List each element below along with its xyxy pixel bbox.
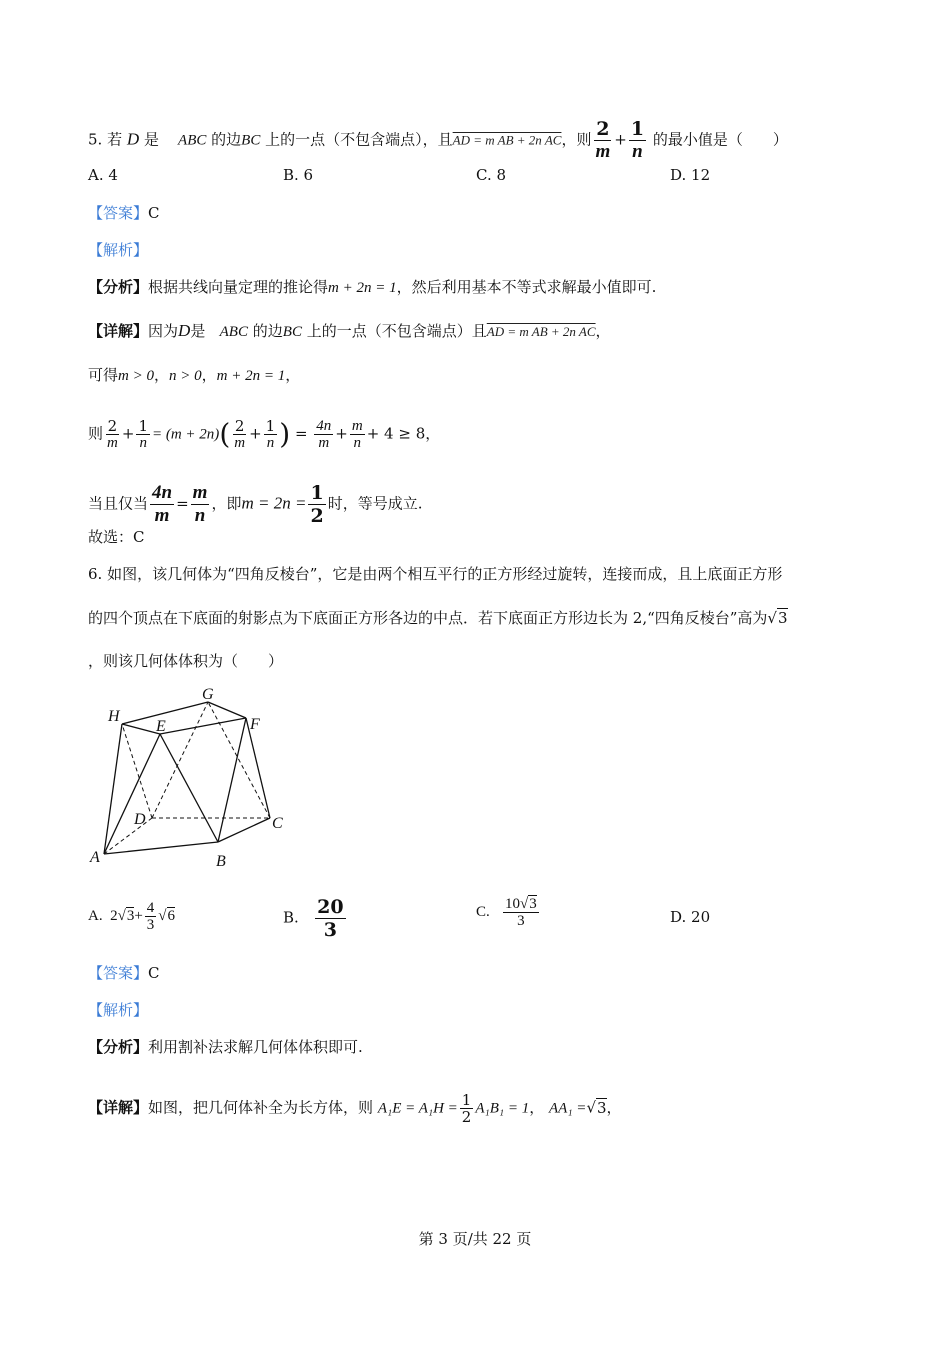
q5-jiexi: 【解析】 (88, 241, 149, 259)
q5-option-a: A. 4 (88, 166, 118, 184)
q5-option-b: B. 6 (283, 166, 314, 184)
label-e: E (156, 718, 166, 735)
q6-option-a: A. 2√3+ $\frac{4}{3}$ √6 (88, 900, 176, 933)
q6-stem-2: 的四个顶点在下底面的射影点为下底面正方形各边的中点．若下底面正方形边长为 2,“四角反棱台”高为√3 (88, 609, 788, 627)
label-d: D (134, 811, 146, 828)
label-f: F (250, 716, 260, 733)
q5-xiangjie-line1: 【详解】因为D是 ABC 的边BC 上的一点（不包含端点）且AD = m AB + 2n AC， (88, 321, 611, 340)
q5-option-d: D. 12 (670, 166, 711, 184)
label-h: H (108, 708, 120, 725)
label-c: C (272, 815, 283, 832)
q5-option-c: C. 8 (476, 166, 507, 184)
q6-answer: 【答案】C (88, 964, 160, 982)
label-a: A (90, 849, 100, 866)
anti-prism-figure (86, 684, 296, 869)
q5-xiangjie-line2: 可得m > 0，n > 0，m + 2n = 1， (88, 366, 301, 384)
q6-stem-1: 6. 如图，该几何体为“四角反棱台”，它是由两个相互平行的正方形经过旋转，连接而成，且上底面正方形 (88, 565, 783, 583)
q6-jiexi: 【解析】 (88, 1001, 149, 1019)
q5-guxuan: 故选：C (88, 528, 145, 546)
label-b: B (216, 853, 226, 869)
q5-stem: 5. 若 D 是 ABC 的边BC 上的一点（不包含端点），且AD = m AB + 2n AC，则 $\frac{2}{m}$ + $\frac{1}{n}$ 的最小值是（ ） (88, 118, 788, 162)
q5-xiangjie-line4: 当且仅当 $\frac{4n}{m}$ = $\frac{m}{n}$ ，即m = 2n = $\frac{1}{2}$ 时，等号成立. (88, 482, 423, 527)
q6-fenxi: 【分析】利用割补法求解几何体体积即可. (88, 1038, 363, 1056)
q6-option-c: C. $\frac{10√3}{3}$ (476, 896, 537, 929)
q5-answer: 【答案】C (88, 204, 160, 222)
q5-fenxi: 【分析】根据共线向量定理的推论得m + 2n = 1，然后利用基本不等式求解最小值即可. (88, 278, 657, 296)
page-footer: 第 3 页/共 22 页 (418, 1230, 532, 1248)
q5-xiangjie-line3: 则 $\frac{2}{m}$ + $\frac{1}{n}$ = (m + 2n)( $\frac{2}{m}$ + $\frac{1}{n}$ ) = $\frac{4n}{m}$ + $\frac{m}{n}$ + 4 ≥ 8， (88, 417, 441, 451)
q6-option-d: D. 20 (670, 908, 711, 926)
label-g: G (202, 686, 214, 703)
q6-stem-3: ，则该几何体体积为（ ） (88, 652, 284, 670)
q6-option-b: B. $\frac{20}{3}$ (283, 896, 344, 941)
q6-xiangjie: 【详解】如图，把几何体补全为长方体，则 A₁E = A₁H = $\frac{1}{2}$ A₁B₁ = 1， AA₁ =√3， (88, 1091, 622, 1126)
